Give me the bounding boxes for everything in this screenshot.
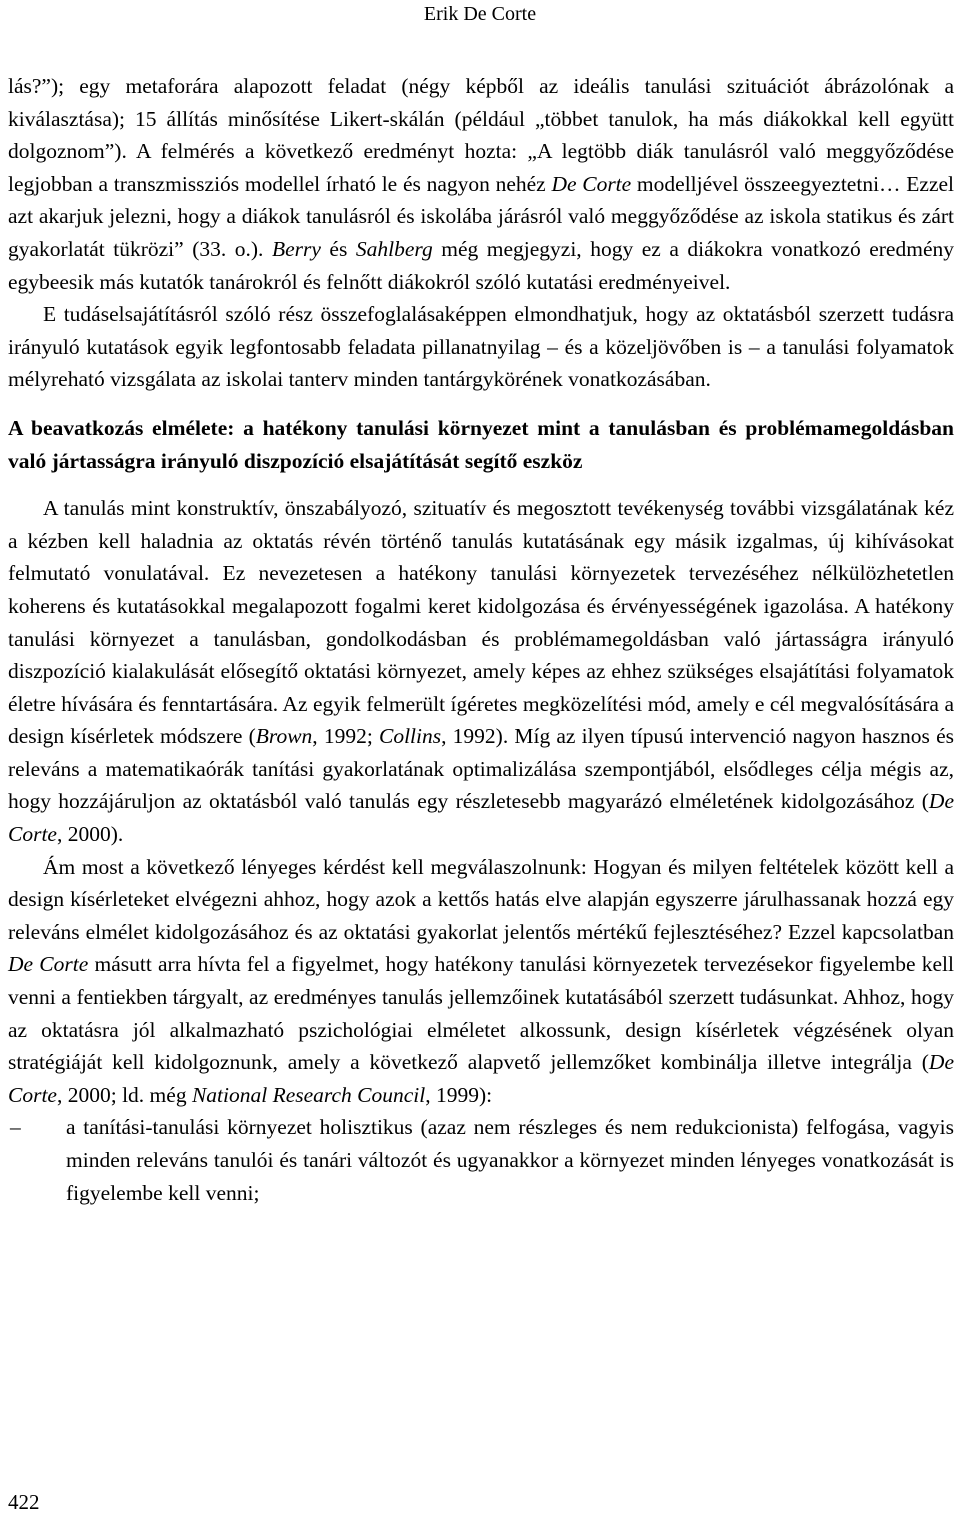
paragraph-text: , 1999): — [425, 1082, 493, 1107]
paragraph-text: , 2000). — [56, 822, 124, 847]
section-heading-text: A beavatkozás elmélete: a hatékony tanulási környezet mint a tanulásban és problémamegoldásban való jártasságra irányuló diszpozíció elsajátítását segítő eszköz — [8, 415, 954, 473]
section-heading — [8, 412, 954, 477]
author-citation: Sahlberg — [355, 236, 433, 261]
paragraph-learning-environment — [8, 492, 954, 851]
paragraph-text: E tudáselsajátításról szóló rész összefoglalásaképpen elmondhatjuk, hogy az oktatásból szerzett tudásra irányuló kutatások egyik legfontosabb feladata pillanatnyilag – és a közeljövőben is – a tanulási folyamatok mélyreható vizsgálata az iskolai tanterv minden tantárgykörének vonatkozásában. — [8, 302, 954, 392]
paragraph-text: Ám most a következő lényeges kérdést kell megválaszolnunk: Hogyan és milyen feltételek között kell a design kísérleteket elvégezni ahhoz, hogy azok a kettős hatás elve alapján egyszerre járulhassanak hozzá egy releváns elmélet kidolgozásához és az oktatási gyakorlat jelentős mértékű fejlesztéséhez? Ezzel kapcsolatban — [8, 854, 954, 944]
paragraph-summary — [8, 298, 954, 396]
author-citation: De Corte — [8, 952, 89, 977]
paragraph-text: még megjegyzi, hogy ez a diákokra vonatkozó eredmény egybeesik más kutatók tanárokról és felnőtt diákokról szóló kutatási eredményeivel. — [8, 236, 954, 294]
list-dash-marker: – — [10, 1115, 21, 1140]
page-number: 422 — [8, 1490, 40, 1514]
paragraph-continuation — [8, 70, 954, 298]
running-title: Erik De Corte — [423, 3, 537, 25]
paragraph-text: másutt arra hívta fel a figyelmet, hogy hatékony tanulási környezetek tervezésekor figyelembe kell venni a fentiekben tárgyalt, az eredményes tanulás jellemzőinek kutatásából szerzett tudásunkat. Ahhoz, hogy az oktatásra jól alkalmazható pszichológiai elméletet alkossunk, design kísérletek végzésének olyan stratégiáját kell kidolgoznunk, amely a következő alapvető jellemzőket kombinálja illetve integrálja ( — [8, 952, 955, 1075]
author-citation: De Corte — [551, 171, 632, 196]
author-citation: Berry — [271, 236, 321, 261]
paragraph-text: , 1992; — [312, 724, 379, 749]
list-item-text: a tanítási-tanulási környezet holisztikus (azaz nem részleges és nem redukcionista) felfogása, vagyis minden releváns tanulói és tanári változót és ugyanakkor a környezet minden lényeges vonatkozását is figyelembe kell venni; — [66, 1115, 954, 1205]
author-citation: Collins — [378, 724, 442, 749]
running-header — [0, 2, 960, 26]
author-citation: Brown — [255, 724, 313, 749]
paragraph-text: modelljével összeegyeztetni… Ezzel azt akarjuk jelezni, hogy a diákok tanulásról és iskolába járásról való meggyőződése az iskola statikus és zárt gyakorlatát tükrözi” (33. o.). — [8, 171, 955, 261]
paragraph-text: , 1992). Míg az ilyen típusú intervenció nagyon hasznos és releváns a matematikaórák tanítási gyakorlatának optimalizálása szempontjából, elsődleges célja mégis az, hogy hozzájáruljon az oktatásból való tanulás egy részletesebb magyarázó elméletének kidolgozásához ( — [8, 724, 954, 814]
list-item — [8, 1111, 954, 1209]
author-citation: National Research Council — [191, 1082, 426, 1107]
paragraph-text: és — [320, 236, 356, 261]
paragraph-design-experiments — [8, 851, 954, 1112]
paragraph-text: lás?”); egy metaforára alapozott feladat (négy képből az ideális tanulási szituációt ábrázolónak a kiválasztása); 15 állítás minősítése Likert-skálán (például „többet tanulok, ha más diákokkal kell együtt dolgoznom”). A felmérés a következő eredményt hozta: „A legtöbb diák tanulásról való meggyőződése legjobban a transzmissziós modellel írható le és nagyon nehéz — [8, 74, 954, 196]
author-citation: De Corte — [8, 789, 954, 847]
author-citation: De Corte — [8, 1050, 954, 1107]
paragraph-text: , 2000; ld. még — [56, 1082, 192, 1107]
page-body — [8, 70, 954, 1209]
paragraph-text: A tanulás mint konstruktív, önszabályozó, szituatív és megosztott tevékenység további vizsgálatának kéz a kézben kell haladnia az oktatás révén történő tanulás kutatásának egy másik izgalmas, új kihívásokat felmutató vonulatával. Ez nevezetesen a hatékony tanulási környezetek tervezéséhez nélkülözhetetlen koherens és kutatásokkal megalapozott fogalmi keret kidolgozása és érvényességének igazolása. A hatékony tanulási környezet a tanulásban, gondolkodásban és problémamegoldásban való jártasságra irányuló diszpozíció kialakulását elősegítő oktatási környezet, amely képes az ehhez szükséges elsajátítási folyamatok életre hívására és fenntartására. Az egyik felmerült ígéretes megközelítési mód, amely e cél megvalósítására a design kísérletek módszere ( — [8, 496, 954, 749]
